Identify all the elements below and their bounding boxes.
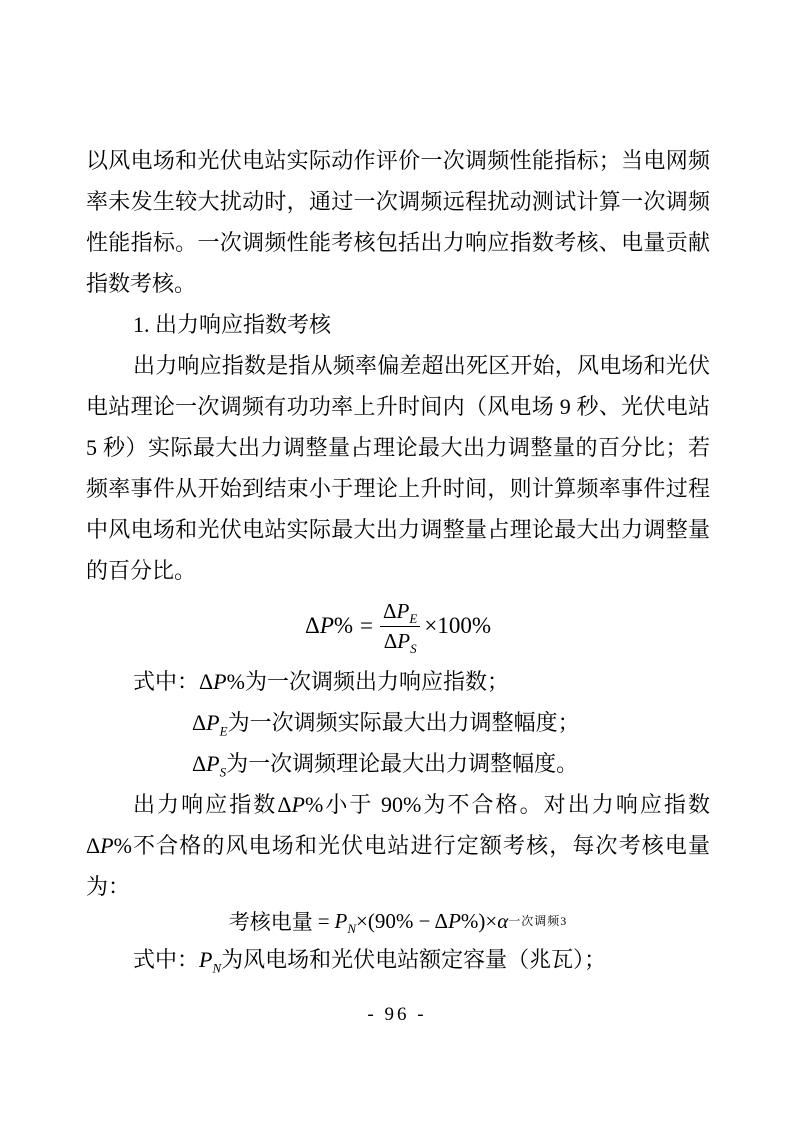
var-p: P — [199, 947, 213, 972]
var-p: P — [213, 669, 227, 694]
delta-symbol: Δ — [383, 599, 397, 624]
paragraph2-line: 的百分比。 — [86, 558, 197, 583]
formula-assessment-energy: 考核电量 = $P_N$ ×(90% − Δ P %)× α 一次调频3 — [86, 903, 710, 939]
var-p: P — [291, 792, 305, 817]
formula-after: %)× — [460, 908, 498, 933]
formula-rhs — [424, 613, 491, 639]
delta-symbol: Δ — [383, 628, 398, 653]
subscript-e: E — [219, 723, 228, 739]
section-heading: 1. 出力响应指数考核 — [133, 312, 332, 337]
paragraph2-line: 中风电场和光伏电站实际最大出力调整量占理论最大出力调整量 — [86, 517, 710, 542]
formula-middle: ×(90% − Δ — [356, 908, 449, 933]
delta-symbol: Δ — [192, 751, 207, 776]
body-text: 出力响应指数 — [133, 792, 278, 817]
page-content — [86, 140, 710, 980]
var-p: $P_N$ — [334, 908, 357, 936]
var-p: P — [206, 751, 220, 776]
paragraph2-line: 电站理论一次调频有功功率上升时间内（风电场 9 秒、光伏电站 — [86, 394, 710, 419]
fraction-denominator — [383, 627, 417, 656]
paragraph2-line: 频率事件从开始到结束小于理论上升时间，则计算频率事件过程 — [86, 476, 710, 501]
formula-label: 考核电量 — [228, 910, 313, 934]
formula-output-response-index — [86, 591, 710, 661]
paragraph1-line: 指数考核。 — [86, 271, 197, 296]
var-p: P — [397, 628, 411, 653]
paragraph2-line: 出力响应指数是指从频率偏差超出死区开始，风电场和光伏 — [133, 353, 710, 378]
var-p: P — [319, 613, 334, 638]
where-text: 为风电场和光伏电站额定容量（兆瓦）； — [221, 947, 607, 972]
where-line — [86, 743, 710, 784]
where-prefix: 式中： — [133, 669, 200, 694]
equals-sign: = — [317, 908, 330, 933]
where-prefix: 式中： — [133, 947, 200, 972]
subscript-s: S — [219, 764, 227, 780]
alpha-symbol: α — [497, 908, 509, 933]
var-p: P — [396, 599, 410, 624]
paragraph3-line — [86, 825, 710, 866]
delta-symbol: Δ — [192, 710, 207, 735]
delta-symbol: Δ — [86, 833, 101, 858]
paragraph1-line: 性能指标。一次调频性能考核包括出力响应指数考核、电量贡献 — [86, 230, 710, 255]
subscript-s: S — [410, 640, 417, 656]
formula-lhs — [305, 613, 353, 639]
body-text: %小于 90%为不合格。对出力响应指数 — [304, 792, 710, 817]
paragraph3-line — [86, 784, 710, 825]
value-100pct: 100% — [437, 613, 491, 638]
where-text: 为一次调频理论最大出力调整幅度。 — [226, 751, 579, 776]
where-text: %为一次调频出力响应指数； — [226, 669, 509, 694]
var-p: P — [206, 710, 220, 735]
paragraph2-line: 5 秒）实际最大出力调整量占理论最大出力调整量的百分比；若 — [86, 435, 710, 460]
delta-symbol: Δ — [305, 613, 320, 638]
where-text: 为一次调频实际最大出力调整幅度； — [227, 710, 580, 735]
fraction-numerator — [380, 599, 420, 626]
where-line — [86, 702, 710, 743]
subscript-n: N — [347, 920, 357, 936]
paragraph3-line: 为： — [86, 874, 131, 899]
var-p: P — [448, 908, 461, 933]
fraction — [380, 599, 420, 656]
subscript-e: E — [409, 611, 418, 627]
paragraph1-line: 率未发生较大扰动时，通过一次调频远程扰动测试计算一次调频 — [86, 189, 710, 214]
where-line — [86, 661, 710, 702]
page-number: - 96 - — [367, 1004, 427, 1025]
where-line — [86, 939, 710, 980]
paragraph1-line: 以风电场和光伏电站实际动作评价一次调频性能指标；当电网频 — [86, 148, 710, 173]
var-p: P — [100, 833, 114, 858]
delta-symbol: Δ — [199, 669, 214, 694]
percent-sign: % — [333, 613, 354, 638]
body-text: %不合格的风电场和光伏电站进行定额考核，每次考核电量 — [113, 833, 710, 858]
times-sign: × — [424, 613, 438, 638]
delta-symbol: Δ — [277, 792, 292, 817]
equals-sign: = — [360, 613, 374, 638]
subscript-n: N — [212, 960, 222, 976]
